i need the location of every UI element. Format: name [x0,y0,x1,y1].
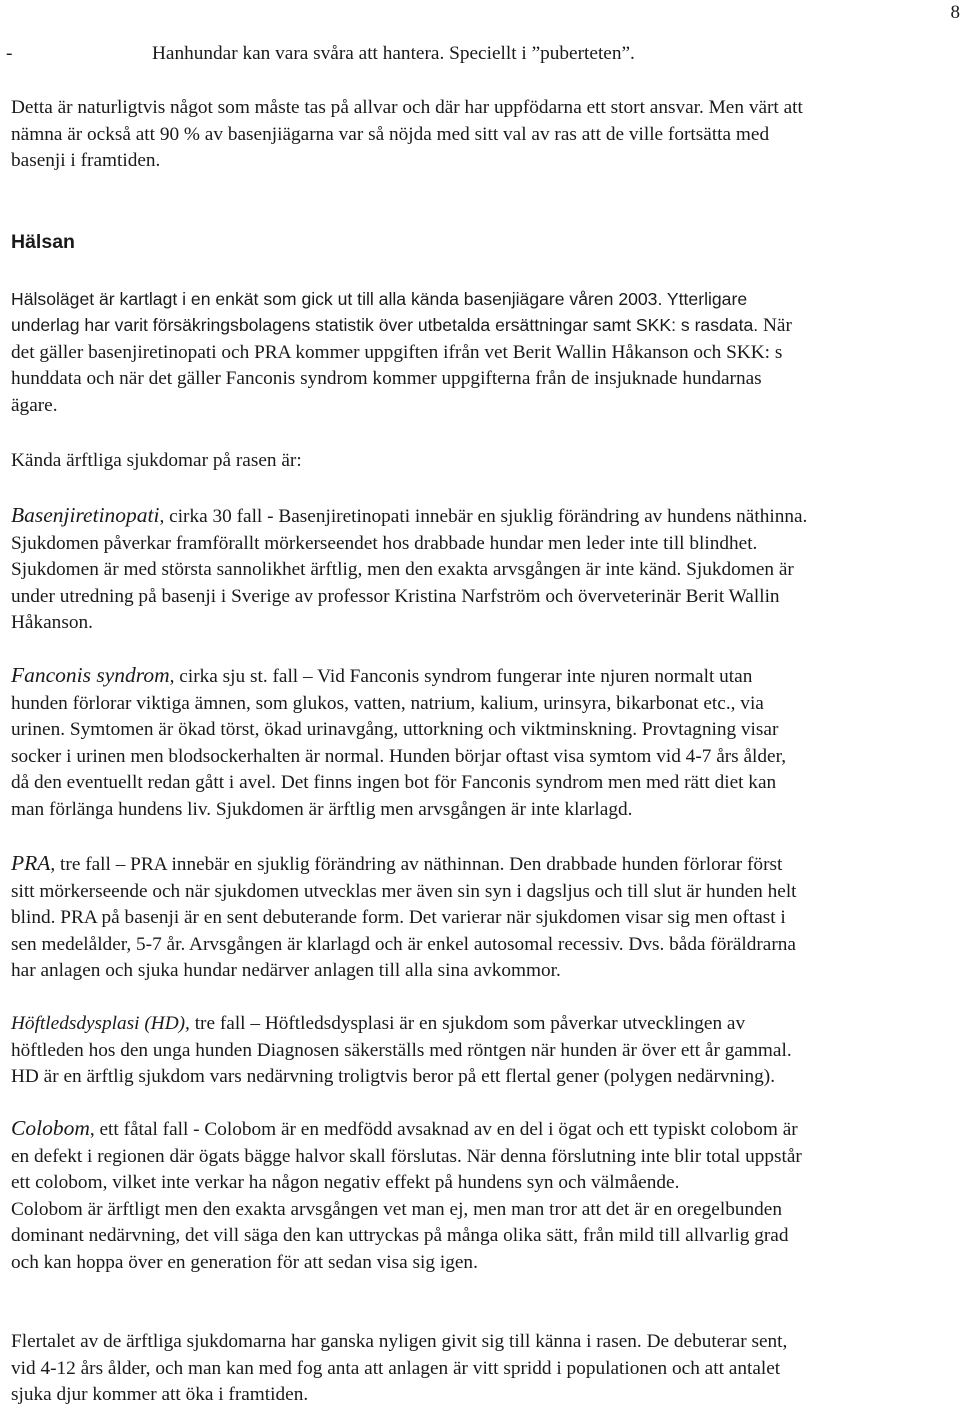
text-line: Håkanson. [11,612,93,634]
health-survey-paragraph [11,286,959,419]
disease-term: Basenjiretinopati [11,503,160,527]
text-line: ägare. [11,394,58,416]
bullet-marker: - [6,43,13,64]
text-line: ett colobom, vilket inte verkar ha någon negativ effekt på hundens syn och välmående. [11,1172,680,1194]
text-line: höftleden hos den unga hunden Diagnosen säkerställs med röntgen när hunden är över ett år gammal. [11,1039,792,1061]
text-line: under utredning på basenji i Sverige av professor Kristina Narfström och överveterinär Berit Wallin [11,585,780,607]
text-line: basenji i framtiden. [11,150,161,172]
text-segment: tre fall – Höftledsdysplasi är en sjukdom som påverkar utvecklingen av [189,1013,746,1034]
text-line: man förlänga hundens liv. Sjukdomen är ärftlig men arvsgången är inte klarlagd. [11,798,633,820]
text-segment: underlag har varit försäkringsbolagens statistik över utbetalda ersättningar samt SKK: s rasdata. [11,315,759,336]
text-line: Kända ärftliga sjukdomar på rasen är: [11,450,302,471]
text-line: Hälsoläget är kartlagt i en enkät som gick ut till alla kända basenjiägare våren 2003. Ytterligare [11,289,748,309]
bullet-text: Hanhundar kan vara svåra att hantera. Speciellt i ”puberteten”. [152,43,635,64]
text-line: Detta är naturligtvis något som måste tas på allvar och där har uppfödarna ett stort ansvar. Men värt att [11,97,803,118]
text-line [11,662,956,691]
known-diseases-intro [11,448,956,475]
disease-term: Colobom [11,1116,90,1140]
text-line [11,502,956,531]
text-line: dominant nedärvning, det vill säga den kan uttryckas på många olika sätt, från mild till allvarlig grad [11,1225,789,1247]
text-line: en defekt i regionen där ögats bägge halvor skall förslutas. När denna förslutning inte blir total uppstår [11,1145,802,1167]
text-segment: , cirka 30 fall - Basenjiretinopati innebär en sjuklig förändring av hundens näthinna. [159,506,808,527]
closing-paragraph [11,1329,956,1409]
text-line [11,850,956,879]
intro-paragraph [11,95,956,175]
text-line: och kan hoppa över en generation för att sedan visa sig igen. [11,1251,478,1273]
text-line: sitt mörkerseende och när sjukdomen utvecklas mer även sin syn i dagsljus och till slut är hunden helt [11,880,797,902]
text-line: sjuka djur kommer att öka i framtiden. [11,1384,309,1406]
text-segment: När [758,315,792,337]
text-line: har anlagen och sjuka hundar nedärver anlagen till alla sina avkommor. [11,960,561,982]
text-line: Colobom är ärftligt men den exakta arvsgången vet man ej, men man tror att det är en oregelbunden [11,1198,782,1220]
disease-paragraph [11,1011,956,1091]
disease-term: PRA [11,851,51,875]
text-segment: , ett fåtal fall - Colobom är en medfödd avsaknad av en del i ögat och ett typiskt colobom är [89,1119,798,1140]
disease-paragraph [11,502,956,637]
text-line: blind. PRA på basenji är en sent debuterande form. Det varierar när sjukdomen visar sig men oftast i [11,907,786,929]
disease-paragraph [11,850,956,985]
text-line: hunden förlorar viktiga ämnen, som glukos, vatten, natrium, kalium, urinsyra, bikarbonat etc., via [11,692,764,714]
text-line: Flertalet av de ärftliga sjukdomarna har ganska nyligen givit sig till känna i rasen. De debuterar sent, [11,1331,788,1352]
text-line: urinen. Symtomen är ökad törst, ökad urinavgång, uttorkning och viktminskning. Provtagning visar [11,719,779,741]
text-line: hunddata och när det gäller Fanconis syndrom kommer uppgifterna från de insjuknade hundarnas [11,368,762,390]
text-segment: , tre fall – PRA innebär en sjuklig förändring av näthinnan. Den drabbade hunden förlorar först [50,854,783,875]
page-number-text: 8 [950,2,960,23]
text-line: HD är en ärftlig sjukdom vars nedärvning troligtvis beror på ett flertal gener (polygen nedärvning). [11,1066,776,1088]
text-line [11,312,959,339]
text-line [11,1011,956,1038]
disease-term: Fanconis syndrom [11,663,170,687]
text-segment: , cirka sju st. fall – Vid Fanconis syndrom fungerar inte njuren normalt utan [169,666,753,687]
section-heading: Hälsan [11,231,75,253]
text-line: då den eventuellt redan gått i avel. Det finns ingen bot för Fanconis syndrom men med rätt diet kan [11,772,777,794]
text-line: sen medelålder, 5-7 år. Arvsgången är klarlagd och är enkel autosomal recessiv. Dvs. båda föräldrarna [11,933,796,955]
text-line: Sjukdomen påverkar framförallt mörkerseendet hos drabbade hundar men leder inte till blindhet. [11,532,758,554]
text-line: socker i urinen men blodsockerhalten är normal. Hunden börjar oftast visa symtom vid 4-7 års ålder, [11,745,787,767]
text-line: nämna är också att 90 % av basenjiägarna var så nöjda med sitt val av ras att de ville fortsätta med [11,123,770,145]
text-line [11,1115,956,1144]
disease-paragraph [11,1115,956,1277]
text-line: det gäller basenjiretinopati och PRA kommer uppgiften ifrån vet Berit Wallin Håkanson och SKK: s [11,341,783,363]
disease-paragraph [11,662,956,824]
text-line: Sjukdomen är med största sannolikhet ärftlig, men den exakta arvsgången är inte känd. Sjukdomen är [11,559,794,581]
disease-term: Höftledsdysplasi (HD), [11,1013,190,1034]
text-line: vid 4-12 års ålder, och man kan med fog anta att anlagen är vitt spridd i populationen och att antalet [11,1357,781,1379]
